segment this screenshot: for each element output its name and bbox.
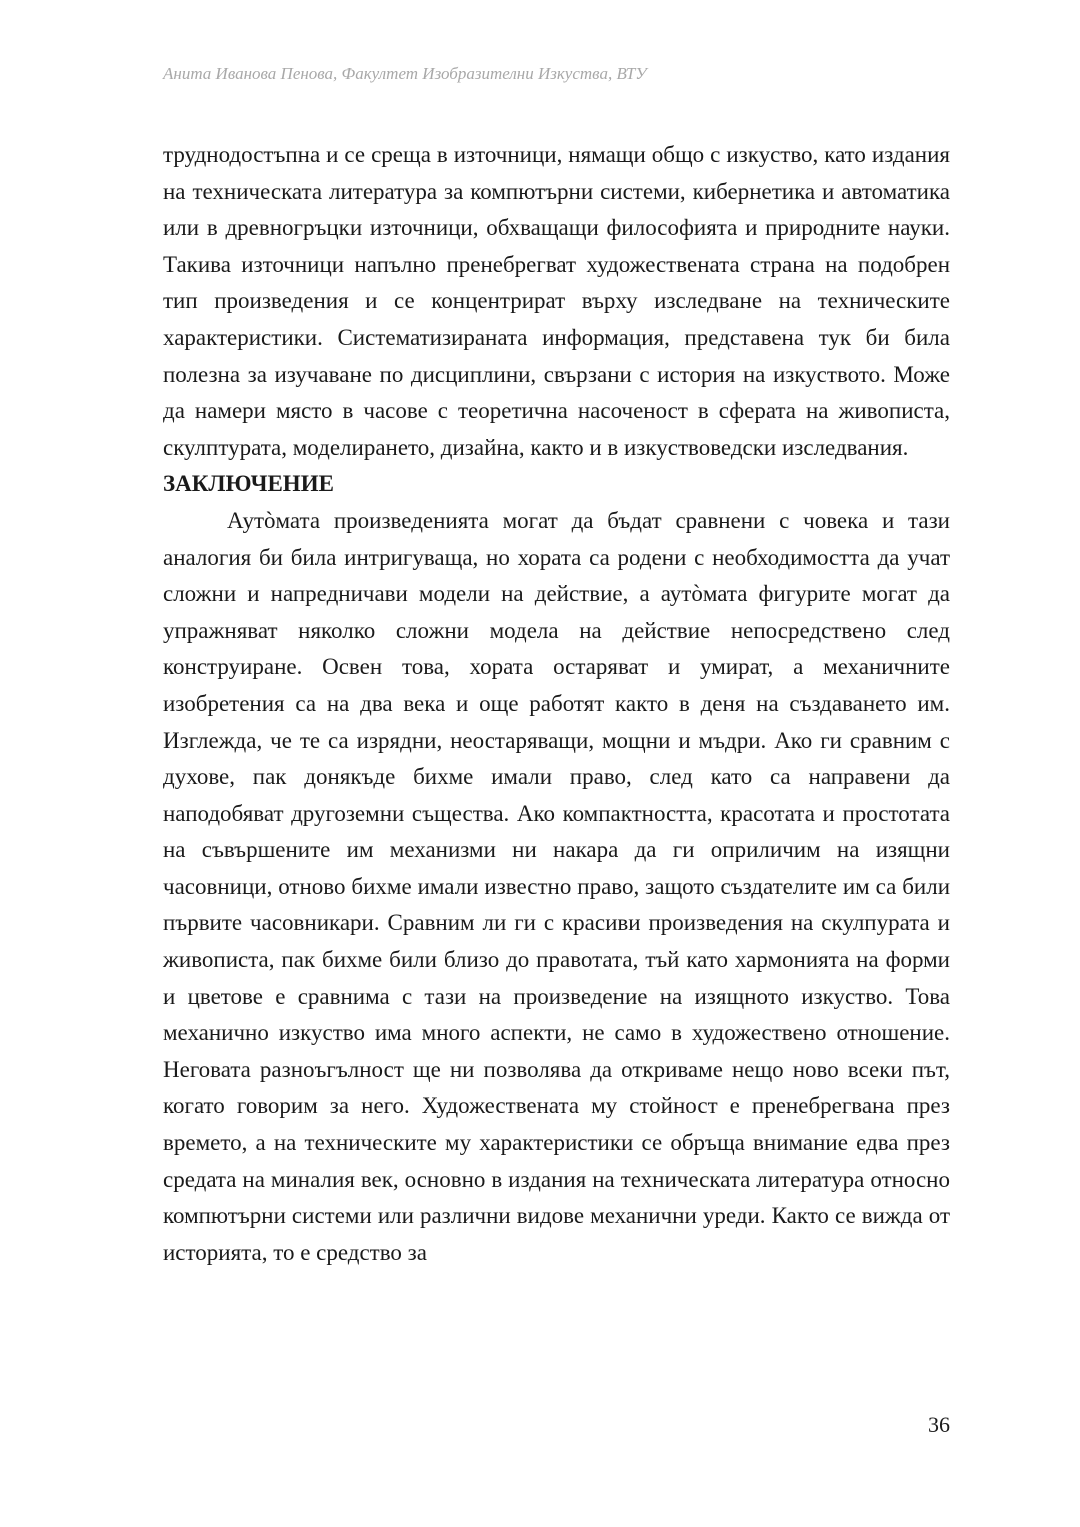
section-heading-conclusion: ЗАКЛЮЧЕНИЕ	[163, 471, 334, 497]
body-text	[163, 137, 950, 1271]
paragraph-continued: труднодостъпна и се среща в източници, нямащи общо с изкуство, като издания на техническата литература за компютърни системи, кибернетика и автоматика или в древногръцки източници, обхващащи философията и природните науки. Такива източници напълно пренебрегват художествената страна на подобрен тип произведения и се концентрират върху изследване на техническите характеристики. Систематизираната информация, представена тук би била полезна за изучаване по дисциплини, свързани с история на изкуството. Може да намери място в часове с теоретична насоченост в сферата на живописта, скулптурата, моделирането, дизайна, както и в изкуствоведски изследвания.	[163, 142, 950, 460]
running-header: Анита Иванова Пенова, Факултет Изобразителни Изкуства, ВТУ	[163, 64, 647, 83]
paragraph-conclusion: Аутòмата произведенията могат да бъдат сравнени с човека и тази аналогия би била интригуваща, но хората са родени с необходимостта да учат сложни и напредничави модели на действие, а аутòмата фигурите могат да упражняват няколко сложни модела на действие непосредствено след конструиране. Освен това, хората остаряват и умират, а механичните изобретения са на два века и още работят както в деня на създаването им. Изглежда, че те са изрядни, неостаряващи, мощни и мъдри. Ако ги сравним с духове, пак донякъде бихме имали право, след като са направени да наподобяват другоземни същества. Ако компактността, красотата и простотата на съвършените им механизми ни накара да ги оприличим на изящни часовници, отново бихме имали известно право, защото създателите им са били първите часовникари. Сравним ли ги с красиви произведения на скулпурата и живописта, пак бихме били близо до правотата, тъй като хармонията на форми и цветове е сравнима с тази на произведение на изящното изкуство. Това механично изкуство има много аспекти, не само в художествено отношение. Неговата разноъгълност ще ни позволява да откриваме нещо ново всеки път, когато говорим за него. Художествената му стойност е пренебрегвана през времето, а на техническите му характеристики се обръща внимание едва през средата на миналия век, основно в издания на техническата литература относно компютърни системи или различни видове механични уреди. Както се вижда от историята, то е средство за	[163, 507, 950, 1265]
page-number: 36	[928, 1412, 950, 1437]
